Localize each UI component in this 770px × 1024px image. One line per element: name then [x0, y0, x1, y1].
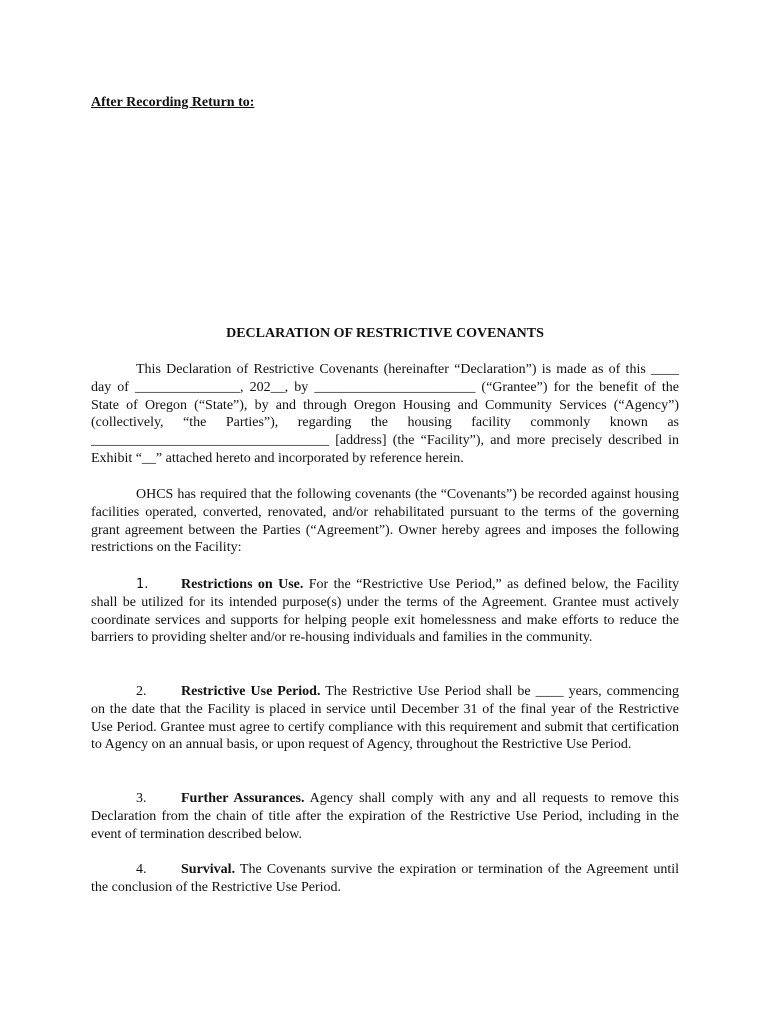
ohcs-paragraph: OHCS has required that the following covenants (the “Covenants”) be recorded against housing facilities operated, converted, renovated, and/or rehabilitated pursuant to the terms of the governing grant agreement between the Parties (“Agreement”). Owner hereby agrees and imposes the following restrictions on the Facility:	[91, 487, 679, 556]
section-further-assurances	[91, 790, 679, 843]
section-number: 3.	[136, 791, 147, 806]
section-number: 1.	[136, 577, 149, 592]
section-heading: Restrictions on Use.	[181, 577, 304, 592]
section-restrictions-on-use	[91, 576, 679, 647]
section-heading: Restrictive Use Period.	[181, 684, 321, 699]
section-text: Agency shall comply with any and all requests to remove this Declaration from the chain of title after the expiration of the Restrictive Use Period, including in the event of termination described below.	[91, 791, 679, 842]
recording-return-to-label: After Recording Return to:	[91, 95, 255, 110]
section-number: 4.	[136, 862, 147, 877]
section-heading: Survival.	[181, 862, 236, 877]
section-survival	[91, 861, 679, 897]
document-title: DECLARATION OF RESTRICTIVE COVENANTS	[226, 326, 544, 341]
section-restrictive-use-period	[91, 683, 679, 754]
section-text: The Covenants survive the expiration or termination of the Agreement until the conclusion of the Restrictive Use Period.	[91, 862, 679, 895]
section-number: 2.	[136, 684, 147, 699]
section-heading: Further Assurances.	[181, 791, 305, 806]
section-text: The Restrictive Use Period shall be ____ years, commencing on the date that the Facility is placed in service until December 31 of the final year of the Restrictive Use Period. Grantee must agree to certify compliance with this requirement and submit that certification to Agency on an annual basis, or upon request of Agency, throughout the Restrictive Use Period.	[91, 684, 679, 753]
intro-paragraph: This Declaration of Restrictive Covenants (hereinafter “Declaration”) is made as of this ____ day of _______________, 202__, by _______________________ (“Grantee”) for the benefit of the State of Oregon (“State”), by and through Oregon Housing and Community Services (“Agency”)(collectively, “the Parties”), regarding the housing facility commonly known as __________________________________ [address] (the “Facility”), and more precisely described in Exhibit “__” attached hereto and incorporated by reference herein.	[91, 362, 679, 466]
section-text: For the “Restrictive Use Period,” as defined below, the Facility shall be utilized for its intended purpose(s) under the terms of the Agreement. Grantee must actively coordinate services and supports for helping people exit homelessness and make efforts to reduce the barriers to providing shelter and/or re-housing individuals and families in the community.	[91, 577, 679, 646]
